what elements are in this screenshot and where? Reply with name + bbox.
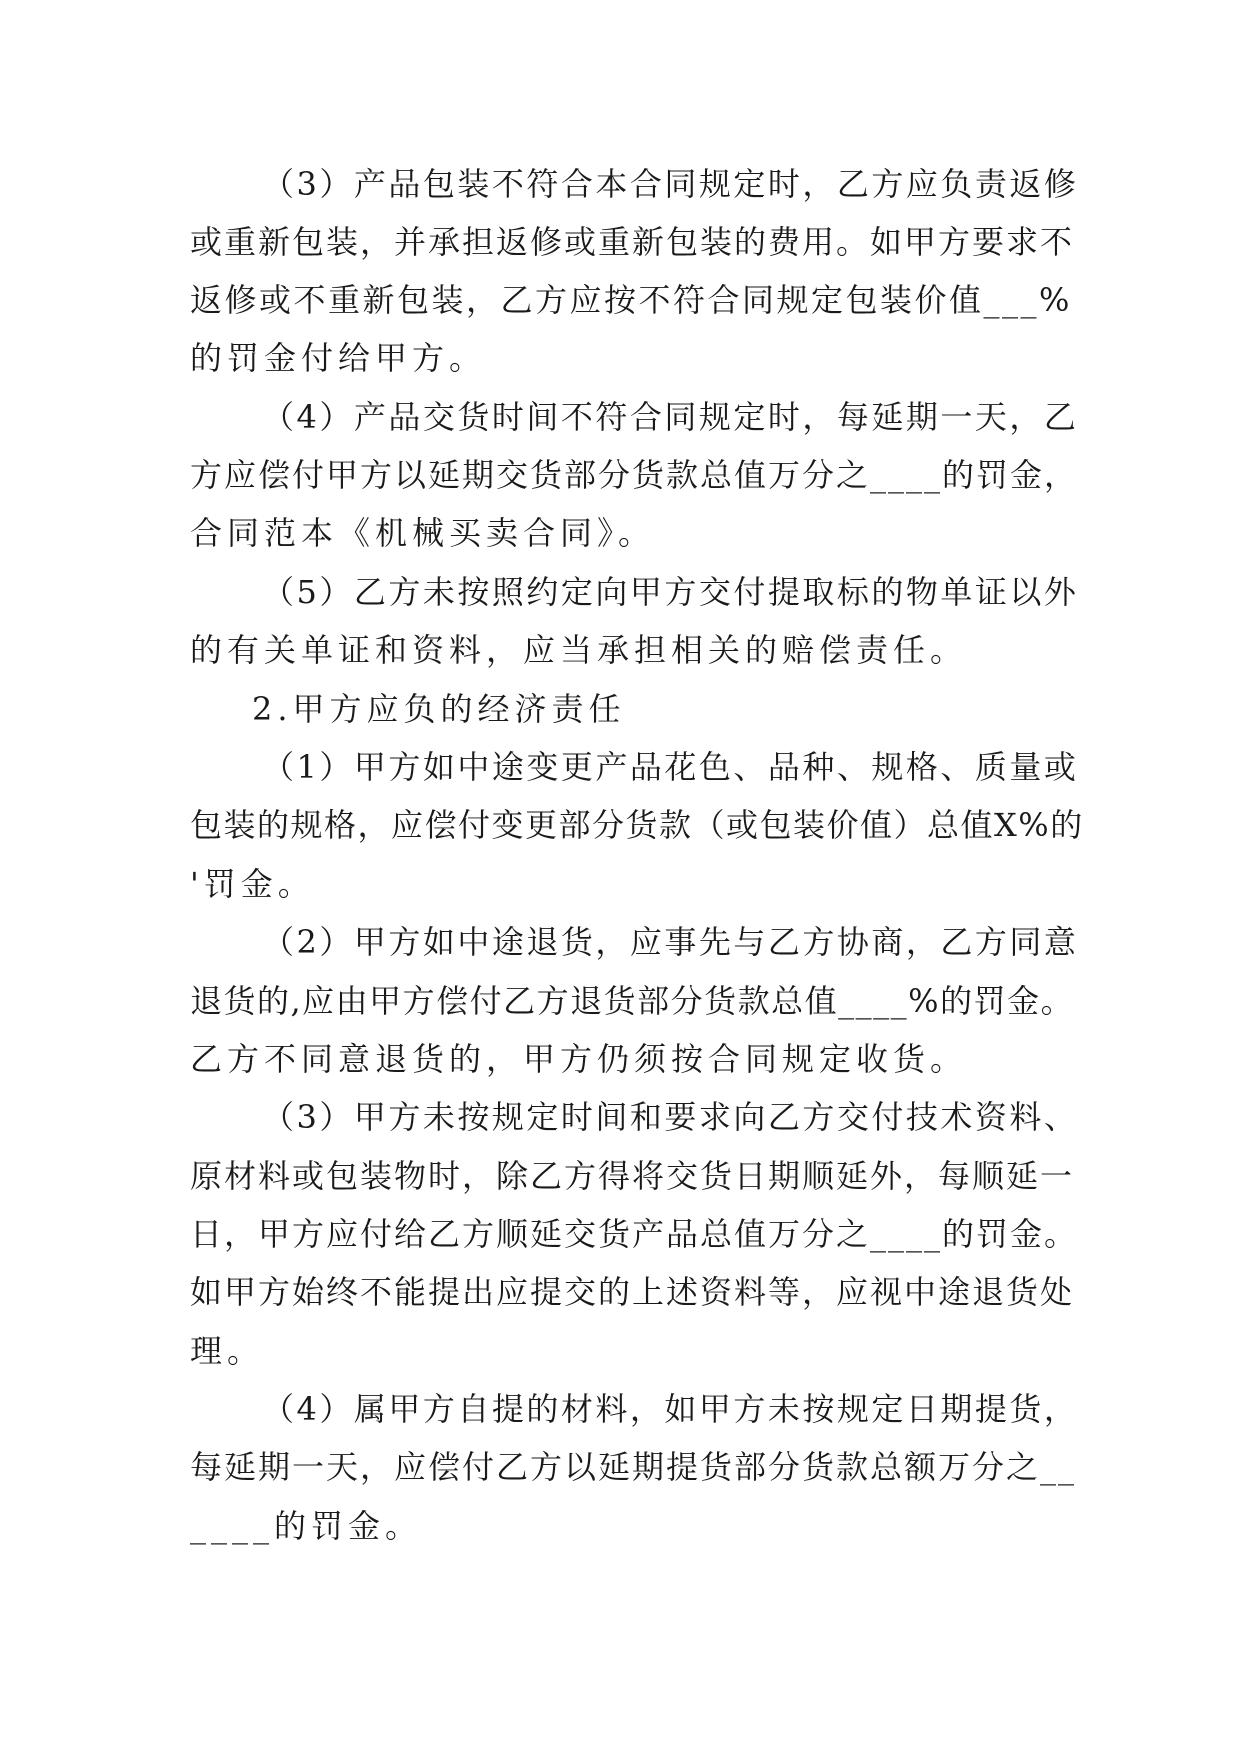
text-line: 原材料或包装物时，除乙方得将交货日期顺延外，每顺延一 <box>190 1157 1075 1195</box>
text-line: （1）甲方如中途变更产品花色、品种、规格、质量或 <box>262 748 1079 786</box>
text-line: 退货的,应由甲方偿付乙方退货部分货款总值____%的罚金。 <box>190 982 1075 1020</box>
text-line: 的罚金付给甲方。 <box>190 339 487 377</box>
text-line: 如甲方始终不能提出应提交的上述资料等，应视中途退货处 <box>190 1273 1075 1311</box>
text-line: 或重新包装，并承担返修或重新包装的费用。如甲方要求不 <box>190 223 1075 261</box>
text-line: （3）产品包装不符合本合同规定时，乙方应负责返修 <box>262 165 1079 203</box>
text-line: （3）甲方未按规定时间和要求向乙方交付技术资料、 <box>262 1098 1079 1136</box>
text-line: 乙方不同意退货的，甲方仍须按合同规定收货。 <box>190 1040 968 1078</box>
text-line: 合同范本《机械买卖合同》。 <box>190 514 656 552</box>
text-line: 的有关单证和资料，应当承担相关的赔偿责任。 <box>190 631 968 669</box>
text-line: '罚金。 <box>190 865 315 903</box>
text-line: 每延期一天，应偿付乙方以延期提货部分货款总额万分之__ <box>190 1448 1077 1486</box>
text-line: （4）产品交货时间不符合同规定时，每延期一天，乙 <box>262 398 1079 436</box>
text-line: 返修或不重新包装，乙方应按不符合同规定包装价值___% <box>190 281 1072 319</box>
text-line: 理。 <box>190 1332 265 1370</box>
text-line: 方应偿付甲方以延期交货部分货款总值万分之____的罚金， <box>190 456 1079 494</box>
text-line: 日，甲方应付给乙方顺延交货产品总值万分之____的罚金。 <box>190 1215 1079 1253</box>
text-line: ____的罚金。 <box>190 1507 423 1545</box>
text-line: （2）甲方如中途退货，应事先与乙方协商，乙方同意 <box>262 923 1079 961</box>
text-line: （4）属甲方自提的材料，如甲方未按规定日期提货， <box>262 1390 1079 1428</box>
text-line: 包装的规格，应偿付变更部分货款（或包装价值）总值X%的 <box>190 806 1084 844</box>
section-heading: 2.甲方应负的经济责任 <box>252 690 626 728</box>
text-line: （5）乙方未按照约定向甲方交付提取标的物单证以外 <box>262 573 1079 611</box>
